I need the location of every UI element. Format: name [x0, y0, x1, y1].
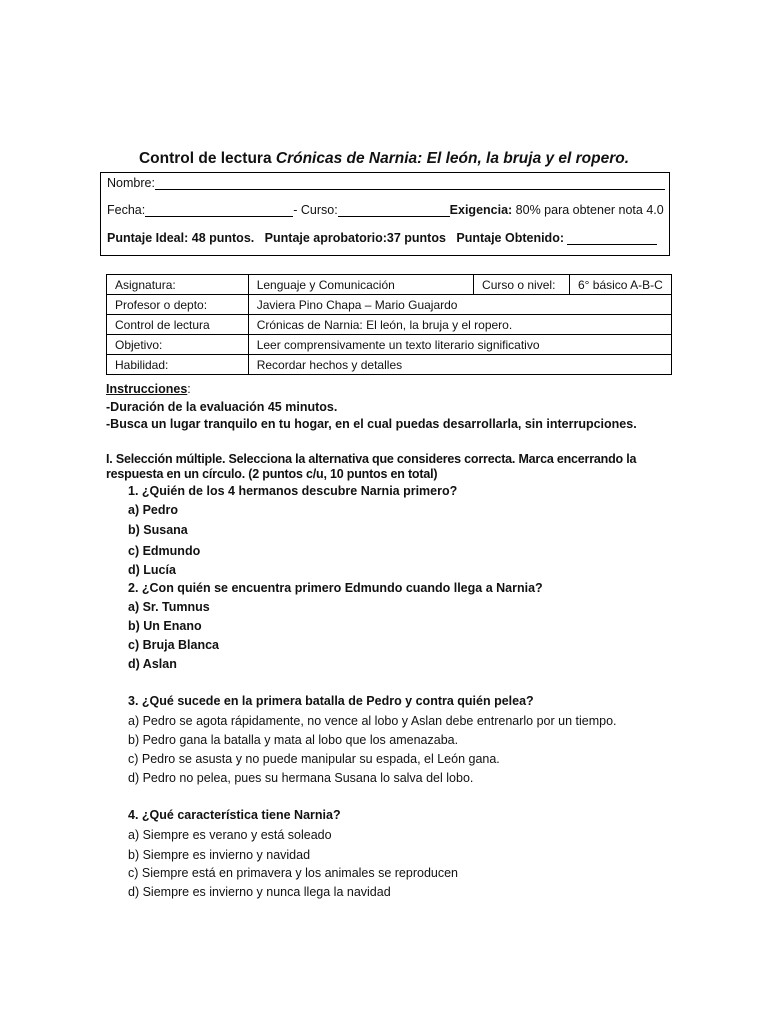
fecha-blank[interactable]	[145, 204, 293, 217]
table-cell: Objetivo:	[107, 335, 249, 355]
exigencia-text: 80% para obtener nota 4.0	[512, 203, 664, 217]
puntaje-ideal: Puntaje Ideal: 48 puntos.	[107, 231, 255, 245]
table-cell: Crónicas de Narnia: El león, la bruja y el ropero.	[248, 315, 671, 335]
student-header-box	[100, 172, 670, 256]
question-label: 1. ¿Quién de los 4 hermanos descubre Narnia primero?	[128, 484, 458, 498]
nombre-label: Nombre:	[107, 176, 155, 190]
answer-option[interactable]: d) Siempre es invierno y nunca llega la navidad	[128, 885, 391, 899]
fecha-label: Fecha:	[107, 203, 146, 217]
section-heading: I. Selección múltiple. Selecciona la alternativa que consideres correcta. Marca encerrando la respuesta en un círculo. (2 puntos c/u, 10 puntos en total)	[106, 452, 637, 481]
table-cell: 6° básico A-B-C	[569, 275, 671, 295]
curso-blank[interactable]	[338, 204, 450, 217]
answer-option[interactable]: b) Pedro gana la batalla y mata al lobo que los amenazaba.	[128, 733, 459, 747]
answer-option[interactable]: a) Pedro	[128, 503, 179, 517]
table-cell: Leer comprensivamente un texto literario significativo	[248, 335, 671, 355]
answer-option[interactable]: b) Siempre es invierno y navidad	[128, 848, 311, 862]
table-cell: Recordar hechos y detalles	[248, 355, 671, 375]
table-row	[107, 355, 672, 375]
table-row	[107, 275, 672, 295]
table-row	[107, 335, 672, 355]
answer-option[interactable]: b) Susana	[128, 523, 188, 537]
instruction-line: -Busca un lugar tranquilo en tu hogar, en el cual puedas desarrollarla, sin interrupciones.	[106, 417, 637, 431]
question-label: 3. ¿Qué sucede en la primera batalla de Pedro y contra quién pelea?	[128, 694, 534, 708]
title-italic: Crónicas de Narnia: El león, la bruja y el ropero.	[275, 150, 630, 167]
answer-option[interactable]: d) Lucía	[128, 563, 176, 577]
answer-option[interactable]: c) Pedro se asusta y no puede manipular su espada, el León gana.	[128, 752, 500, 766]
answer-option[interactable]: b) Un Enano	[128, 619, 202, 633]
fecha-row	[107, 203, 664, 217]
table-cell: Lenguaje y Comunicación	[248, 275, 473, 295]
puntaje-obtenido-blank[interactable]	[567, 232, 657, 245]
puntaje-row	[107, 231, 657, 245]
table-cell: Habilidad:	[107, 355, 249, 375]
answer-option[interactable]: a) Siempre es verano y está soleado	[128, 828, 332, 842]
instructions-heading	[106, 382, 191, 396]
answer-option[interactable]: d) Pedro no pelea, pues su hermana Susana lo salva del lobo.	[128, 771, 474, 785]
info-table	[106, 274, 672, 375]
instruction-line: -Duración de la evaluación 45 minutos.	[106, 400, 338, 414]
table-cell: Asignatura:	[107, 275, 249, 295]
nombre-blank[interactable]	[155, 177, 665, 190]
exigencia-label: Exigencia:	[449, 203, 513, 217]
answer-option[interactable]: a) Pedro se agota rápidamente, no vence al lobo y Aslan debe entrenarlo por un tiempo.	[128, 714, 617, 728]
instructions-title: Instrucciones	[106, 382, 188, 396]
table-cell: Javiera Pino Chapa – Mario Guajardo	[248, 295, 671, 315]
table-row	[107, 315, 672, 335]
answer-option[interactable]: d) Aslan	[128, 657, 177, 671]
table-cell: Profesor o depto:	[107, 295, 249, 315]
puntaje-aprobatorio: Puntaje aprobatorio:37 puntos	[264, 231, 446, 245]
answer-option[interactable]: c) Bruja Blanca	[128, 638, 220, 652]
nombre-row	[107, 176, 665, 190]
answer-option[interactable]: c) Edmundo	[128, 544, 201, 558]
instructions-colon: :	[187, 382, 191, 396]
puntaje-obtenido-label: Puntaje Obtenido:	[456, 231, 564, 245]
question-label: 2. ¿Con quién se encuentra primero Edmundo cuando llega a Narnia?	[128, 581, 543, 595]
title-plain: Control de lectura	[138, 150, 276, 167]
question-label: 4. ¿Qué característica tiene Narnia?	[128, 808, 341, 822]
table-row	[107, 295, 672, 315]
answer-option[interactable]: a) Sr. Tumnus	[128, 600, 210, 614]
page-title	[0, 150, 768, 168]
answer-option[interactable]: c) Siempre está en primavera y los animales se reproducen	[128, 866, 459, 880]
curso-label: - Curso:	[293, 203, 338, 217]
table-cell: Control de lectura	[107, 315, 249, 335]
table-cell: Curso o nivel:	[474, 275, 570, 295]
